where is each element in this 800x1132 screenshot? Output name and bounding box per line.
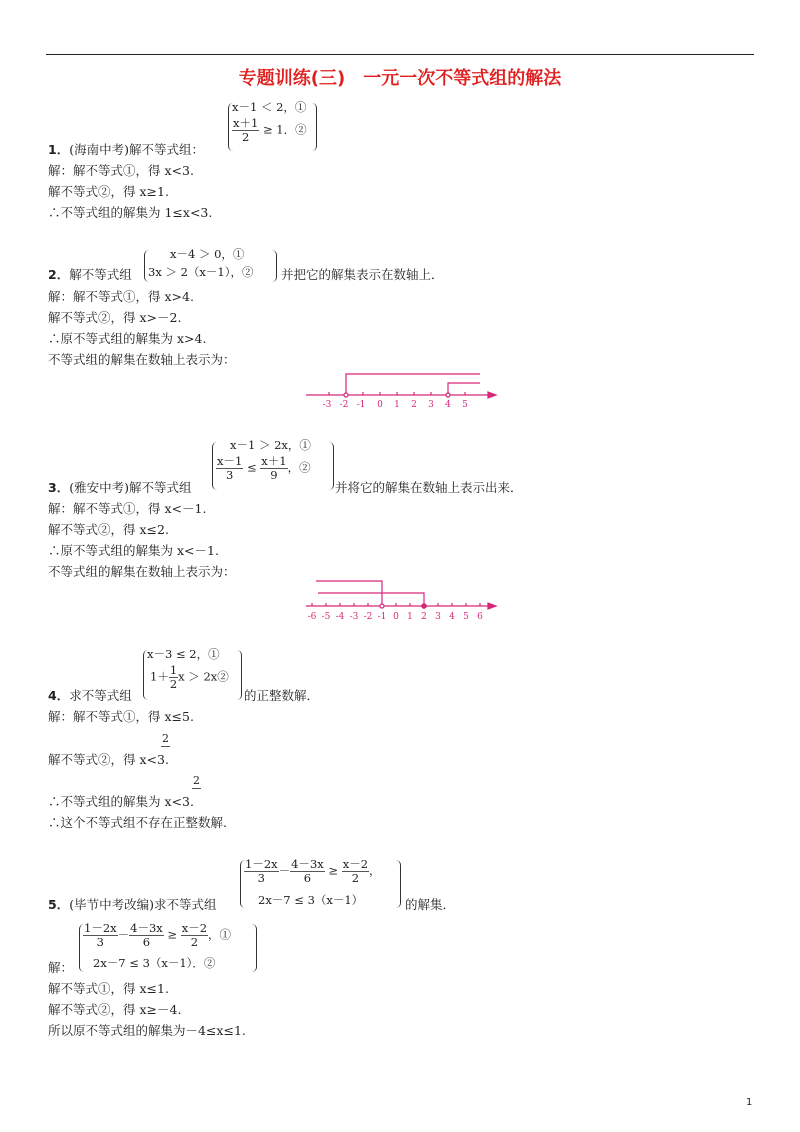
system-line-2: 2x－7 ≤ 3（x－1） [258, 893, 364, 907]
solution-line: 解不等式②，得 x≥1. [48, 184, 169, 199]
solution-system-line-1: $\frac{1-2x}{3}$ － $\frac{4-3x}{6}$ ≥ $\frac{x-2}{2}$ ，① [84, 921, 232, 949]
problem-statement: 1．(海南中考)解不等式组： [48, 142, 204, 157]
fraction: $\frac{1}{2}$ [169, 663, 178, 691]
problem-suffix: 的解集． [405, 897, 456, 912]
right-brace [329, 442, 334, 490]
solution-line: 不等式组的解集在数轴上表示为： [48, 352, 236, 367]
system-line-1: x－1 ＜ 2，① [232, 100, 307, 114]
right-brace [252, 924, 257, 972]
system-line-1: x－4 ＞ 0，① [170, 247, 245, 261]
problem-statement: 4．求不等式组 [48, 688, 132, 703]
problem-suffix: 并将它的解集在数轴上表示出来． [335, 480, 523, 495]
solution-line: ∴原不等式组的解集为 x>4. [48, 331, 207, 346]
solution-line: ∴不等式组的解集为 1≤x<3. [48, 205, 213, 220]
tick-label: -2 [363, 612, 373, 622]
page-title: 专题训练(三) 一元一次不等式组的解法 [238, 68, 562, 89]
right-brace [237, 650, 242, 700]
page-number: 1 [746, 1097, 753, 1108]
solution-line: 解不等式②，得 x<3. [48, 752, 169, 767]
fraction: $\frac{x-1}{3}$ [217, 454, 243, 482]
fraction: $\frac{x-2}{2}$ [342, 857, 369, 885]
tick-label: -1 [377, 612, 387, 622]
solution-line: 解不等式②，得 x>－2. [48, 310, 182, 325]
system-line-1: x－1 ＞ 2x，① [230, 438, 311, 452]
problem-suffix: 并把它的解集表示在数轴上． [281, 267, 444, 282]
tick-label: 2 [421, 612, 427, 622]
tick-label: 6 [477, 612, 483, 622]
problem-statement: 5．(毕节中考改编)求不等式组 [48, 897, 217, 912]
system-line-2: $\frac{x+1}{2}$ ≥ 1．② [233, 116, 307, 144]
fraction: $\frac{x+1}{9}$ [261, 454, 287, 482]
number-line-figure [300, 575, 500, 625]
tick-label: 4 [445, 400, 451, 410]
solution-line: 解：解不等式①，得 x>4. [48, 289, 194, 304]
tick-label: -2 [339, 400, 349, 410]
tick-label: 0 [377, 400, 383, 410]
fraction-bar [192, 788, 201, 789]
tick-label: -3 [322, 400, 332, 410]
right-brace [312, 103, 317, 151]
tick-label: 2 [411, 400, 417, 410]
right-brace [396, 860, 401, 908]
fraction: $\frac{x+1}{2}$ [233, 116, 259, 144]
problem-suffix: 的正整数解． [244, 688, 320, 703]
right-brace [272, 250, 277, 282]
problem-statement: 3．(雅安中考)解不等式组 [48, 480, 192, 495]
fraction-bar [161, 746, 170, 747]
tick-label: -5 [321, 612, 331, 622]
fraction-numerator: 2 [162, 732, 169, 745]
tick-label: -1 [356, 400, 366, 410]
fraction-numerator: 2 [193, 774, 200, 787]
tick-label: 1 [407, 612, 413, 622]
solution-line: 不等式组的解集在数轴上表示为： [48, 564, 236, 579]
solution-line: 解：解不等式①，得 x≤5. [48, 709, 194, 724]
fraction: $\frac{4-3x}{6}$ [291, 857, 324, 885]
solution-line: 解：解不等式①，得 x<3. [48, 163, 194, 178]
system-line-1: x－3 ≤ 2，① [147, 647, 220, 661]
fraction: $\frac{1-2x}{3}$ [84, 921, 117, 949]
solution-line: ∴不等式组的解集为 x<3. [48, 794, 194, 809]
system-line-2: 1＋ $\frac{1}{2}$ x ＞ 2x② [150, 663, 229, 691]
solution-prefix: 解： [48, 960, 74, 975]
problem-statement: 2．解不等式组 [48, 267, 132, 282]
system-line-2: 3x ＞ 2（x－1），② [148, 265, 254, 279]
tick-label: 3 [428, 400, 434, 410]
tick-label: 4 [449, 612, 455, 622]
tick-label: -4 [335, 612, 345, 622]
solution-line: 所以原不等式组的解集为－4≤x≤1. [48, 1023, 246, 1038]
tick-label: 5 [462, 400, 468, 410]
fraction: $\frac{x-2}{2}$ [181, 921, 208, 949]
solution-line: 解不等式②，得 x≥－4. [48, 1002, 182, 1017]
solution-line: ∴原不等式组的解集为 x<－1. [48, 543, 219, 558]
system-line-1: $\frac{1-2x}{3}$ － $\frac{4-3x}{6}$ ≥ $\frac{x-2}{2}$ ， [245, 857, 381, 885]
tick-label: 5 [463, 612, 469, 622]
tick-label: 1 [394, 400, 400, 410]
fraction: $\frac{4-3x}{6}$ [130, 921, 163, 949]
fraction: $\frac{1-2x}{3}$ [245, 857, 278, 885]
header-rule [46, 54, 754, 55]
tick-label: -3 [349, 612, 359, 622]
number-line-figure [300, 368, 500, 412]
solution-line: 解不等式②，得 x≤2. [48, 522, 169, 537]
solution-line: 解：解不等式①，得 x<－1. [48, 501, 207, 516]
tick-label: -6 [307, 612, 317, 622]
tick-label: 0 [393, 612, 399, 622]
system-line-2: $\frac{x-1}{3}$ ≤ $\frac{x+1}{9}$ ，② [217, 454, 311, 482]
solution-line: ∴这个不等式组不存在正整数解. [48, 815, 227, 830]
solution-system-line-2: 2x－7 ≤ 3（x－1）．② [93, 956, 216, 970]
solution-line: 解不等式①，得 x≤1. [48, 981, 169, 996]
tick-label: 3 [435, 612, 441, 622]
